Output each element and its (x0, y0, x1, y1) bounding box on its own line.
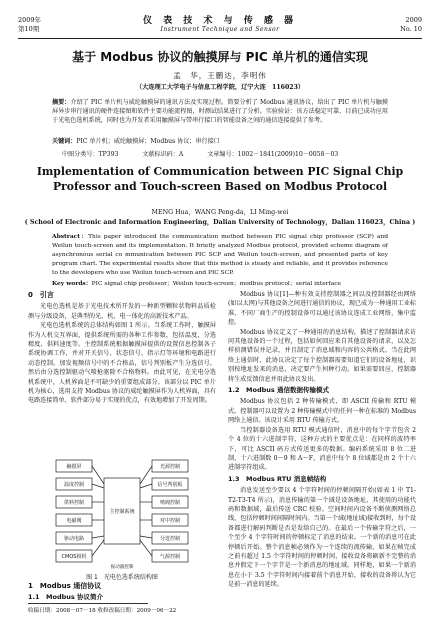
figure-1 (54, 458, 190, 570)
classification-line (62, 149, 388, 158)
journal-header (18, 6, 422, 38)
label-vibrator: 振动器控制 (110, 565, 134, 570)
header-right (400, 16, 422, 33)
label-judge: 信号判别板 (157, 482, 183, 488)
label-align: 对中控制 (159, 518, 181, 524)
journal-name-cn: 仪 表 技 术 与 传 感 器 (143, 16, 297, 26)
label-touchscreen: 触摸屏 (66, 464, 82, 470)
abstract-en-text: This paper introduced the communication method between PIC signal chip professor (SCP) and Weilun touch-screen and its implementation. It briefly analyzed Modbus protocol, provided scheme diagram of asynchronous serial co mmunication between PIC SCP and Weilun touch-screen, and presented parts of key program chart. The experimental results show that this method is steady and reliable, and it provides reference to the developers who use Weilun touch-screen and PIC SCP. (52, 234, 388, 277)
document-code: 文献标识码：A (142, 151, 184, 158)
subsection-1-1-heading: 1.1 Modbus 协议简介 (28, 593, 104, 601)
keywords-cn-text: PIC 单片机；威纶触摸屏；Modbus 协议；串行接口 (76, 138, 220, 145)
label-spray: 喷阀控制 (159, 500, 181, 506)
title-en-line2: Professor and Touch-screen Based on Modbus Protocol (52, 180, 388, 193)
abstract-en (52, 232, 388, 278)
keywords-en-label: Key words： (52, 280, 92, 287)
subsection-1-2-heading: 1.2 Modbus 通信数据传输模式 (228, 386, 330, 395)
journal-name-en: Instrument Technique and Sensor (160, 26, 280, 33)
modbus-paragraph-5: 消息发送至少要以 4 个字符时间的停顿间隔开始(如表 1 中 T1-T2-T3-T4 所示)，消息传输的第一个域是设备地址，其使用的功能代码和数据域，最后传送 CRC 校验。空间时间内设备不断侦测网络总线，包括停顿时间间隔时间内。当第一个域(地址域)接收到时，每个设备都进行解码判断是否是发给自己的。在最后一个传输字符之后，一个至少 4 个字符时间的停顿标定了消息的结束。一个新的消息可在此停顿后开始。整个消息帧必须作为一个连续的流传输，如果在帧完成之前有超过 1.5 个字符时间的停顿时间，接收设备将刷新不完整的消息并假定下一个字节是一个新消息的地址域。同样地，如果一个新消息在小于 3.5 个字符时间内接着前个消息开始，接收的设备将认为它是前一消息的延续。 (228, 487, 416, 589)
label-temp: 温度控制 (63, 482, 85, 488)
label-drive: 驱动电路 (63, 536, 85, 542)
affiliation-cn: （大连理工大学电子与信息工程学院，辽宁大连 116023） (135, 84, 305, 91)
keywords-en-text: PIC signal chip professor；Weilun touch-screen；modbus protocol；serial interface (91, 281, 341, 287)
keywords-en (52, 278, 388, 287)
clc-number: 中图分类号：TP393 (62, 151, 119, 158)
header-issue-en: No. 10 (400, 24, 422, 33)
intro-paragraph-2: 光电色选机系统的总体结构如图 1 所示。当系统工作时，触摸屏作为人机交互界面，提供系统所需的各种工作参数，包括温度、分选精度、供料速度等。主控制系统根据触摸屏提供的设置信息控制各子系统协调工作，并对开关信号、状态信号、指示灯等环境和电路进行动态控制。加发视频信号中的不合格品，信号判别板产生分选信号，然后由分选控制驱动气喷枪驱除不合格物料。由此可见，在光电分选机系统中，人机界面是不可缺少的重要组成部分。该部分以 PIC 单片机为核心，选用支持 Modbus 协议的威纶触摸屏作为人机界面，具有电路连接简单、软件部分易于实现的优点，有效地增加了开发周期。 (28, 322, 216, 405)
keywords-cn-label: 关键词： (52, 138, 77, 145)
label-cmos: CMOS相机 (61, 554, 87, 560)
modbus-paragraph-1: Modbus 协议[1]—种有效支持控制器之间以及控制器经由网络(如以太网)与其他设备之间进行通信的协议，现已成为一种通用工业标准，不同厂商生产的控制设备可以通过该协议连成工业网络，集中监控。 (228, 291, 416, 327)
label-main-control: 主控制系统 (109, 509, 135, 515)
header-rule (18, 38, 422, 39)
title-en-line1: Implementation of Communication between PIC Signal Chip (36, 165, 404, 178)
abstract-cn-label: 摘要： (52, 99, 71, 106)
figure-1-caption: 图 1 光电色选系统结构图 (86, 574, 158, 581)
authors-cn: 孟 华，王鹏达，李明伟 (173, 71, 267, 80)
section-1-heading: 1 Modbus 通信协议 (28, 582, 102, 590)
revised-date: 收修改稿日期：2009－06－22 (97, 608, 177, 614)
body-right-column (228, 290, 416, 590)
received-date: 收稿日期：2008－07－18 (28, 608, 96, 614)
subsection-1-3-heading: 1.3 Modbus RTU 消息帧结构 (228, 474, 327, 483)
title-en (0, 164, 440, 194)
header-issue: 第10期 (18, 24, 40, 33)
label-sort: 分选控制 (159, 536, 181, 542)
header-year-en: 2009 (405, 16, 422, 24)
body-left-column (28, 290, 216, 406)
abstract-cn (52, 98, 388, 126)
intro-paragraph-1: 光电色选机是基于光电技术所开发的一种新型颗粒状物料品质检测与分级设备，是典型的光、机、电一体化的高新技术产品。 (28, 303, 216, 320)
modbus-paragraph-4: 当控制器设备选用 RTU 模式通信时，消息中的每个字节包含 2 个 4 位的十六进制字符，这种方式的主要优点是：在同样的波特率下，可比 ASCII 码方式传送更多的数据。编码系统采用 8 位二进制，十六进制数 0～9 和 A～F，消息中每个 8 位域都是由 2 个十六进制字符组成。 (228, 426, 416, 472)
header-year: 2009年 (18, 16, 42, 24)
label-light: 光源控制 (159, 464, 181, 470)
figure-1-diagram (54, 458, 190, 570)
article-number: 文章编号：1002－1841(2009)10－0058－03 (207, 151, 339, 158)
title-cn: 基于 Modbus 协议的触摸屏与 PIC 单片机的通信实现 (72, 50, 368, 64)
header-center (18, 16, 422, 35)
authors-en: MENG Hua，WANG Peng-da，LI Ming-wei (151, 209, 289, 216)
footnote-dates (28, 606, 176, 614)
label-valve: 电磁阀 (66, 518, 82, 524)
label-air: 气源控制 (159, 554, 181, 560)
section-0-heading: 0 引言 (28, 291, 54, 299)
abstract-en-label: Abstract： (52, 233, 89, 240)
modbus-paragraph-2: Modbus 协议定义了一种通用的消息结构，描述了控制器请求访问其他设备的一个过程，包括如何回应来自其他设备的请求，以及怎样侦测错误并记录，并且制定了消息域和内容的公共格式。当在此网络上通信时，此协议决定了每个控制器需要知道它们的设备地址，识别按地址发来的消息，决定要产生何种行动。如果需要回应，控制器将生成反馈信息并用此协议发出。 (228, 328, 416, 383)
modbus-paragraph-3: Modbus 协议包括 2 种传输模式，即 ASCII 传输和 RTU 模式。控制器可以设置为 2 种传输模式中的任何一种在标准的 Modbus 网络上通信。该设计采用 RTU 传输方式。 (228, 398, 416, 425)
affiliation-en: ( School of Electronic and Information Engineering，Dalian University of Technology，Dalian 116023，China ) (24, 219, 416, 226)
footnote-rule (28, 603, 148, 604)
abstract-cn-text: 介绍了 PIC 单片机与威纶触摸屏的通讯方法及实现过程。简要分析了 Modbus 通讯协议，给出了 PIC 单片机与触摸屏异步串行通讯的硬件连接图和软件主要功能流程图，时测试结果进行了分析。实验验证：该方法稳定可靠，目前已成功应用于光电色选机系统，同时也为开发者采用触摸屏与带串行接口的智能设备之间的通信连接提供了参考。 (52, 99, 388, 125)
label-feed: 供料控制 (63, 500, 85, 506)
keywords-cn (52, 136, 388, 145)
section-1-block (28, 581, 216, 604)
